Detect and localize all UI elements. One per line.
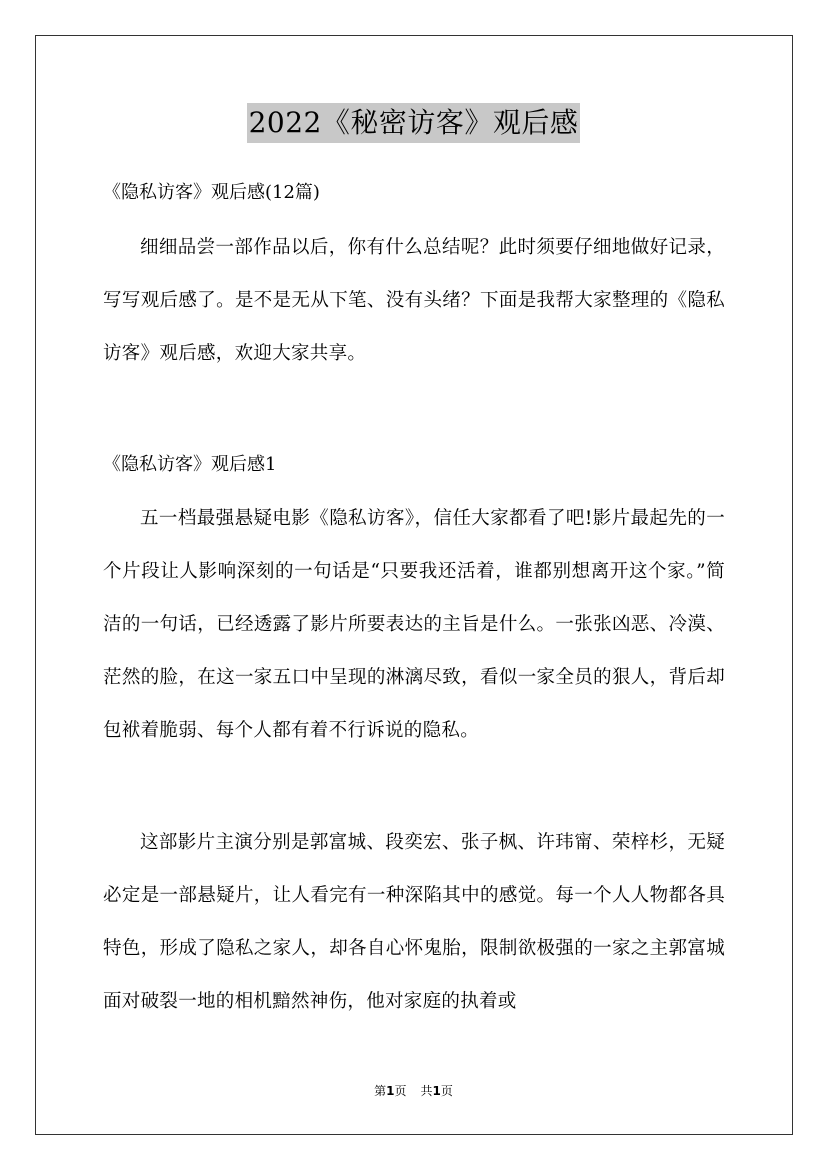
total-prefix: 共	[420, 1084, 433, 1098]
body-paragraph-2: 这部影片主演分别是郭富城、段奕宏、张子枫、许玮甯、荣梓杉，无疑必定是一部悬疑片，让人看完有一种深陷其中的感觉。每一个人人物都各具特色，形成了隐私之家人，却各自心怀鬼胎，限制欲极强的一家之主郭富城面对破裂一地的相机黯然神伤，他对家庭的执着或	[103, 832, 725, 1012]
page-number: 1	[386, 1084, 395, 1098]
intro-paragraph: 细细品尝一部作品以后，你有什么总结呢？此时须要仔细地做好记录，写写观后感了。是不是无从下笔、没有头绪？下面是我帮大家整理的《隐私访客》观后感，欢迎大家共享。	[103, 237, 725, 364]
total-pages: 1	[432, 1084, 441, 1098]
page-footer	[0, 1083, 827, 1099]
total-suffix: 页	[440, 1084, 453, 1098]
page-suffix: 页	[394, 1084, 407, 1098]
page-prefix: 第	[374, 1084, 387, 1098]
document-title: 2022《秘密访客》观后感	[247, 103, 581, 143]
document-subtitle: 《隐私访客》观后感(12篇)	[103, 182, 320, 203]
section-heading: 《隐私访客》观后感1	[103, 454, 277, 475]
title-container	[0, 103, 827, 143]
body-paragraph-1: 五一档最强悬疑电影《隐私访客》，信任大家都看了吧!影片最起先的一个片段让人影响深刻的一句话是“只要我还活着，谁都别想离开这个家。”简洁的一句话，已经透露了影片所要表达的主旨是什么。一张张凶恶、冷漠、茫然的脸，在这一家五口中呈现的淋漓尽致，看似一家全员的狠人，背后却包袱着脆弱、每个人都有着不行诉说的隐私。	[103, 508, 725, 741]
